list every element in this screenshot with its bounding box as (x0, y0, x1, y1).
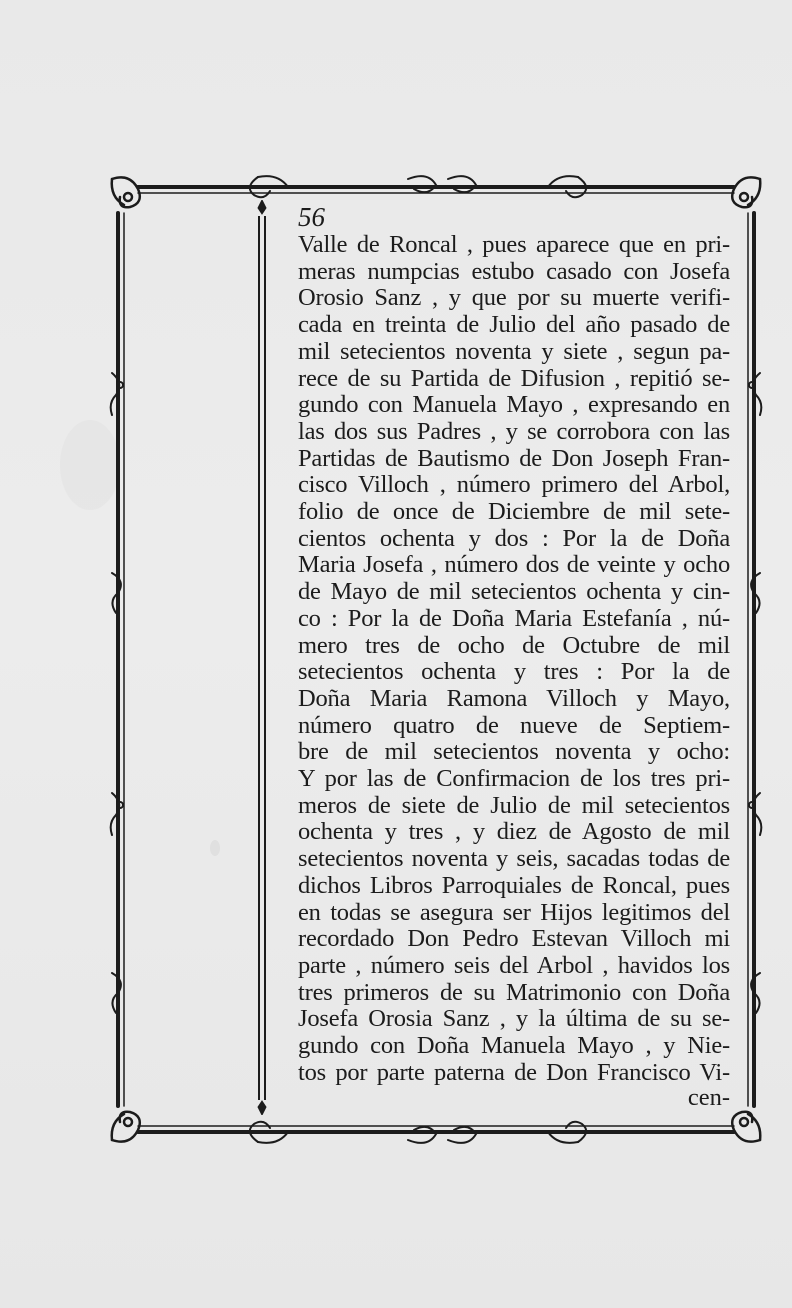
scroll-ornament-icon (112, 177, 140, 207)
text-line: parte , número seis del Arbol , havidos los (298, 951, 730, 979)
text-line: recordado Don Pedro Estevan Villoch mi (298, 925, 730, 953)
text-line: Doña Maria Ramona Villoch y Mayo, (298, 684, 730, 712)
text-line: Josefa Orosia Sanz , y la última de su se- (298, 1005, 730, 1033)
text-line: mil setecientos noventa y siete , segun pa- (298, 337, 730, 365)
catchword: cen- (687, 1084, 730, 1111)
text-line: Maria Josefa , número dos de veinte y ocho (298, 551, 730, 579)
text-line: tres primeros de su Matrimonio con Doña (298, 978, 730, 1006)
text-line: gundo con Manuela Mayo , expresando en (298, 391, 730, 419)
text-line: tos por parte paterna de Don Francisco Vi- (298, 1058, 730, 1086)
double-rule-drawing (254, 200, 270, 1115)
text-line: gundo con Doña Manuela Mayo , y Nie- (298, 1032, 730, 1060)
vertical-rule (254, 200, 270, 1115)
text-line: meras numpcias estubo casado con Josefa (298, 257, 730, 285)
text-line: cientos ochenta y dos : Por la de Doña (298, 524, 730, 552)
scroll-ornament-icon (112, 1112, 140, 1142)
scroll-ornament-icon (732, 177, 760, 207)
text-line: cada en treinta de Julio del año pasado de (298, 311, 730, 339)
text-line: de Mayo de mil setecientos ochenta y cin- (298, 578, 730, 606)
text-line: las dos sus Padres , y se corrobora con las (298, 417, 730, 445)
text-line: co : Por la de Doña Maria Estefanía , nú- (298, 604, 730, 632)
text-line: Valle de Roncal , pues aparece que en pri- (298, 231, 730, 258)
scroll-ornament-icon (732, 1112, 760, 1142)
text-line: bre de mil setecientos noventa y ocho: (298, 738, 730, 766)
text-line: ochenta y tres , y diez de Agosto de mil (298, 818, 730, 846)
text-line: meros de siete de Julio de mil setecientos (298, 791, 730, 819)
body-text (298, 232, 730, 1087)
page-number: 56 (298, 202, 325, 232)
text-line: setecientos noventa y seis, sacadas todas de (298, 845, 730, 873)
text-line: folio de once de Diciembre de mil sete- (298, 498, 730, 526)
text-line: rece de su Partida de Difusion , repitió se- (298, 364, 730, 392)
text-line: mero tres de ocho de Octubre de mil (298, 631, 730, 659)
text-line: Orosio Sanz , y que por su muerte verifi- (298, 284, 730, 312)
text-line: Y por las de Confirmacion de los tres pri- (298, 765, 730, 793)
text-line: cisco Villoch , número primero del Arbol, (298, 471, 730, 499)
text-line: Partidas de Bautismo de Don Joseph Fran- (298, 444, 730, 472)
text-line: número quatro de nueve de Septiem- (298, 711, 730, 739)
text-line: setecientos ochenta y tres : Por la de (298, 658, 730, 686)
text-line: en todas se asegura ser Hijos legitimos del (298, 898, 730, 926)
text-line: dichos Libros Parroquiales de Roncal, pues (298, 871, 730, 899)
